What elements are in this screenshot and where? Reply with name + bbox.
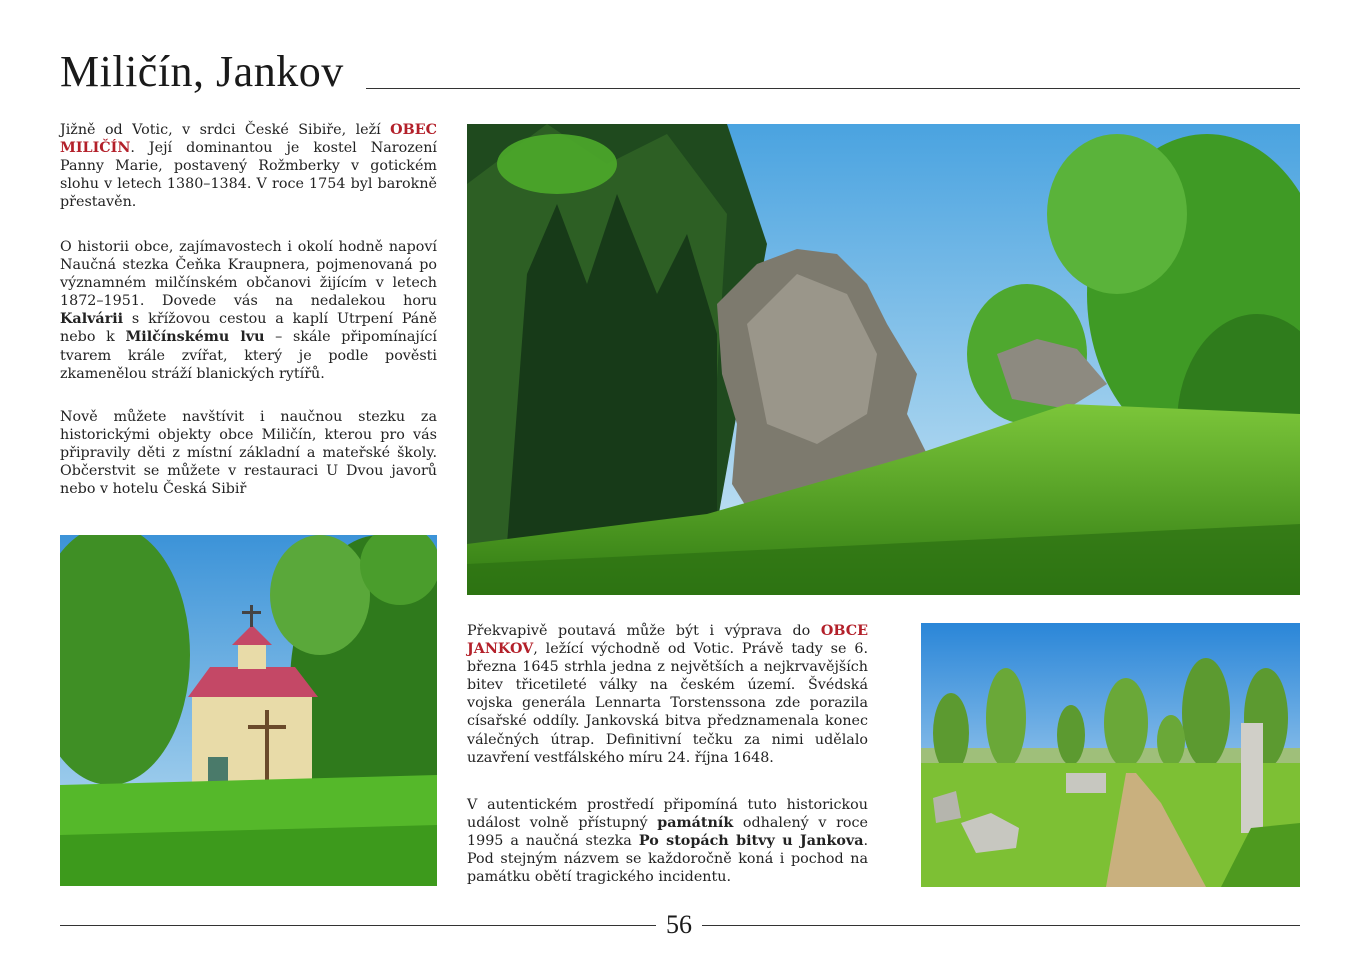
chapel-photo (60, 535, 437, 886)
text: . Pod stejným názvem se každoročně koná i pochod na památku obětí tragického incidentu. (467, 833, 869, 886)
bold-kalvarie: Kalvárii (60, 311, 124, 328)
text: , ležící východně od Votic. Právě tady se 6. března 1645 strhla jedna z největších a nejkrvavějších bitev třicetileté války na českém území. Švédská vojska generála Lennarta Torstenssona zde porazila císařské oddíly. Jankovská bitva předznamenala konec válečných útrap. Definitivní tečku za nimi udělalo uzavření vestfálského míru 24. října 1648. (467, 641, 868, 766)
text: Jižně od Votic, v srdci České Sibiře, leží (60, 122, 391, 138)
text: odhalený v roce 1995 a naučná stezka (467, 815, 868, 850)
paragraph-milicin-trail (60, 238, 437, 383)
highlight-obec-milicin: OBEC MILIČÍN (60, 122, 437, 157)
text: s křížovou cestou a kaplí Utrpení Páně nebo k (60, 311, 437, 346)
paragraph-milicin-new-trail (60, 408, 437, 498)
bold-pamatnik: památník (657, 815, 734, 832)
footer-rule-right (702, 925, 1300, 926)
page-title: Miličín, Jankov (60, 47, 344, 96)
paragraph-milicin-intro (60, 121, 437, 211)
text: V autentickém prostředí připomíná tuto historickou událost volně přístupný (467, 797, 868, 832)
title-rule (366, 88, 1300, 89)
memorial-photo (921, 623, 1300, 887)
rock-formation-photo (467, 124, 1300, 595)
page-number: 56 (666, 910, 692, 939)
bold-trail-name: Po stopách bitvy u Jankova (638, 833, 864, 850)
highlight-obce-jankov: OBCE JANKOV (467, 623, 868, 658)
bold-milcinsky-lev: Milčínskému lvu (125, 329, 265, 346)
text: Nově můžete navštívit i naučnou stezku za historickými objekty obce Miličín, kterou pro vás připravily děti z místní základní a mateřské školy. Občerstvit se můžete v restauraci U Dvou javorů nebo v hotelu Česká Sibiř (60, 409, 437, 498)
text: O historii obce, zajímavostech i okolí hodně napoví Naučná stezka Čeňka Kraupnera, pojmenovaná po významném milčínském občanovi žijícím v letech 1872–1951. Dovede vás na nedalekou horu (60, 239, 437, 310)
text: Překvapivě poutavá může být i výprava do (467, 623, 821, 639)
text: . Její dominantou je kostel Narození Panny Marie, postavený Rožmberky v gotickém slohu v letech 1380–1384. V roce 1754 byl barokně přestavěn. (60, 140, 437, 211)
paragraph-jankov-battle (467, 622, 868, 767)
text: – skále připomínající tvarem krále zvířat, který je podle pověsti zkamenělou stráží blanických rytířů. (60, 329, 438, 382)
paragraph-jankov-memorial (467, 796, 868, 886)
footer-rule-left (60, 925, 656, 926)
